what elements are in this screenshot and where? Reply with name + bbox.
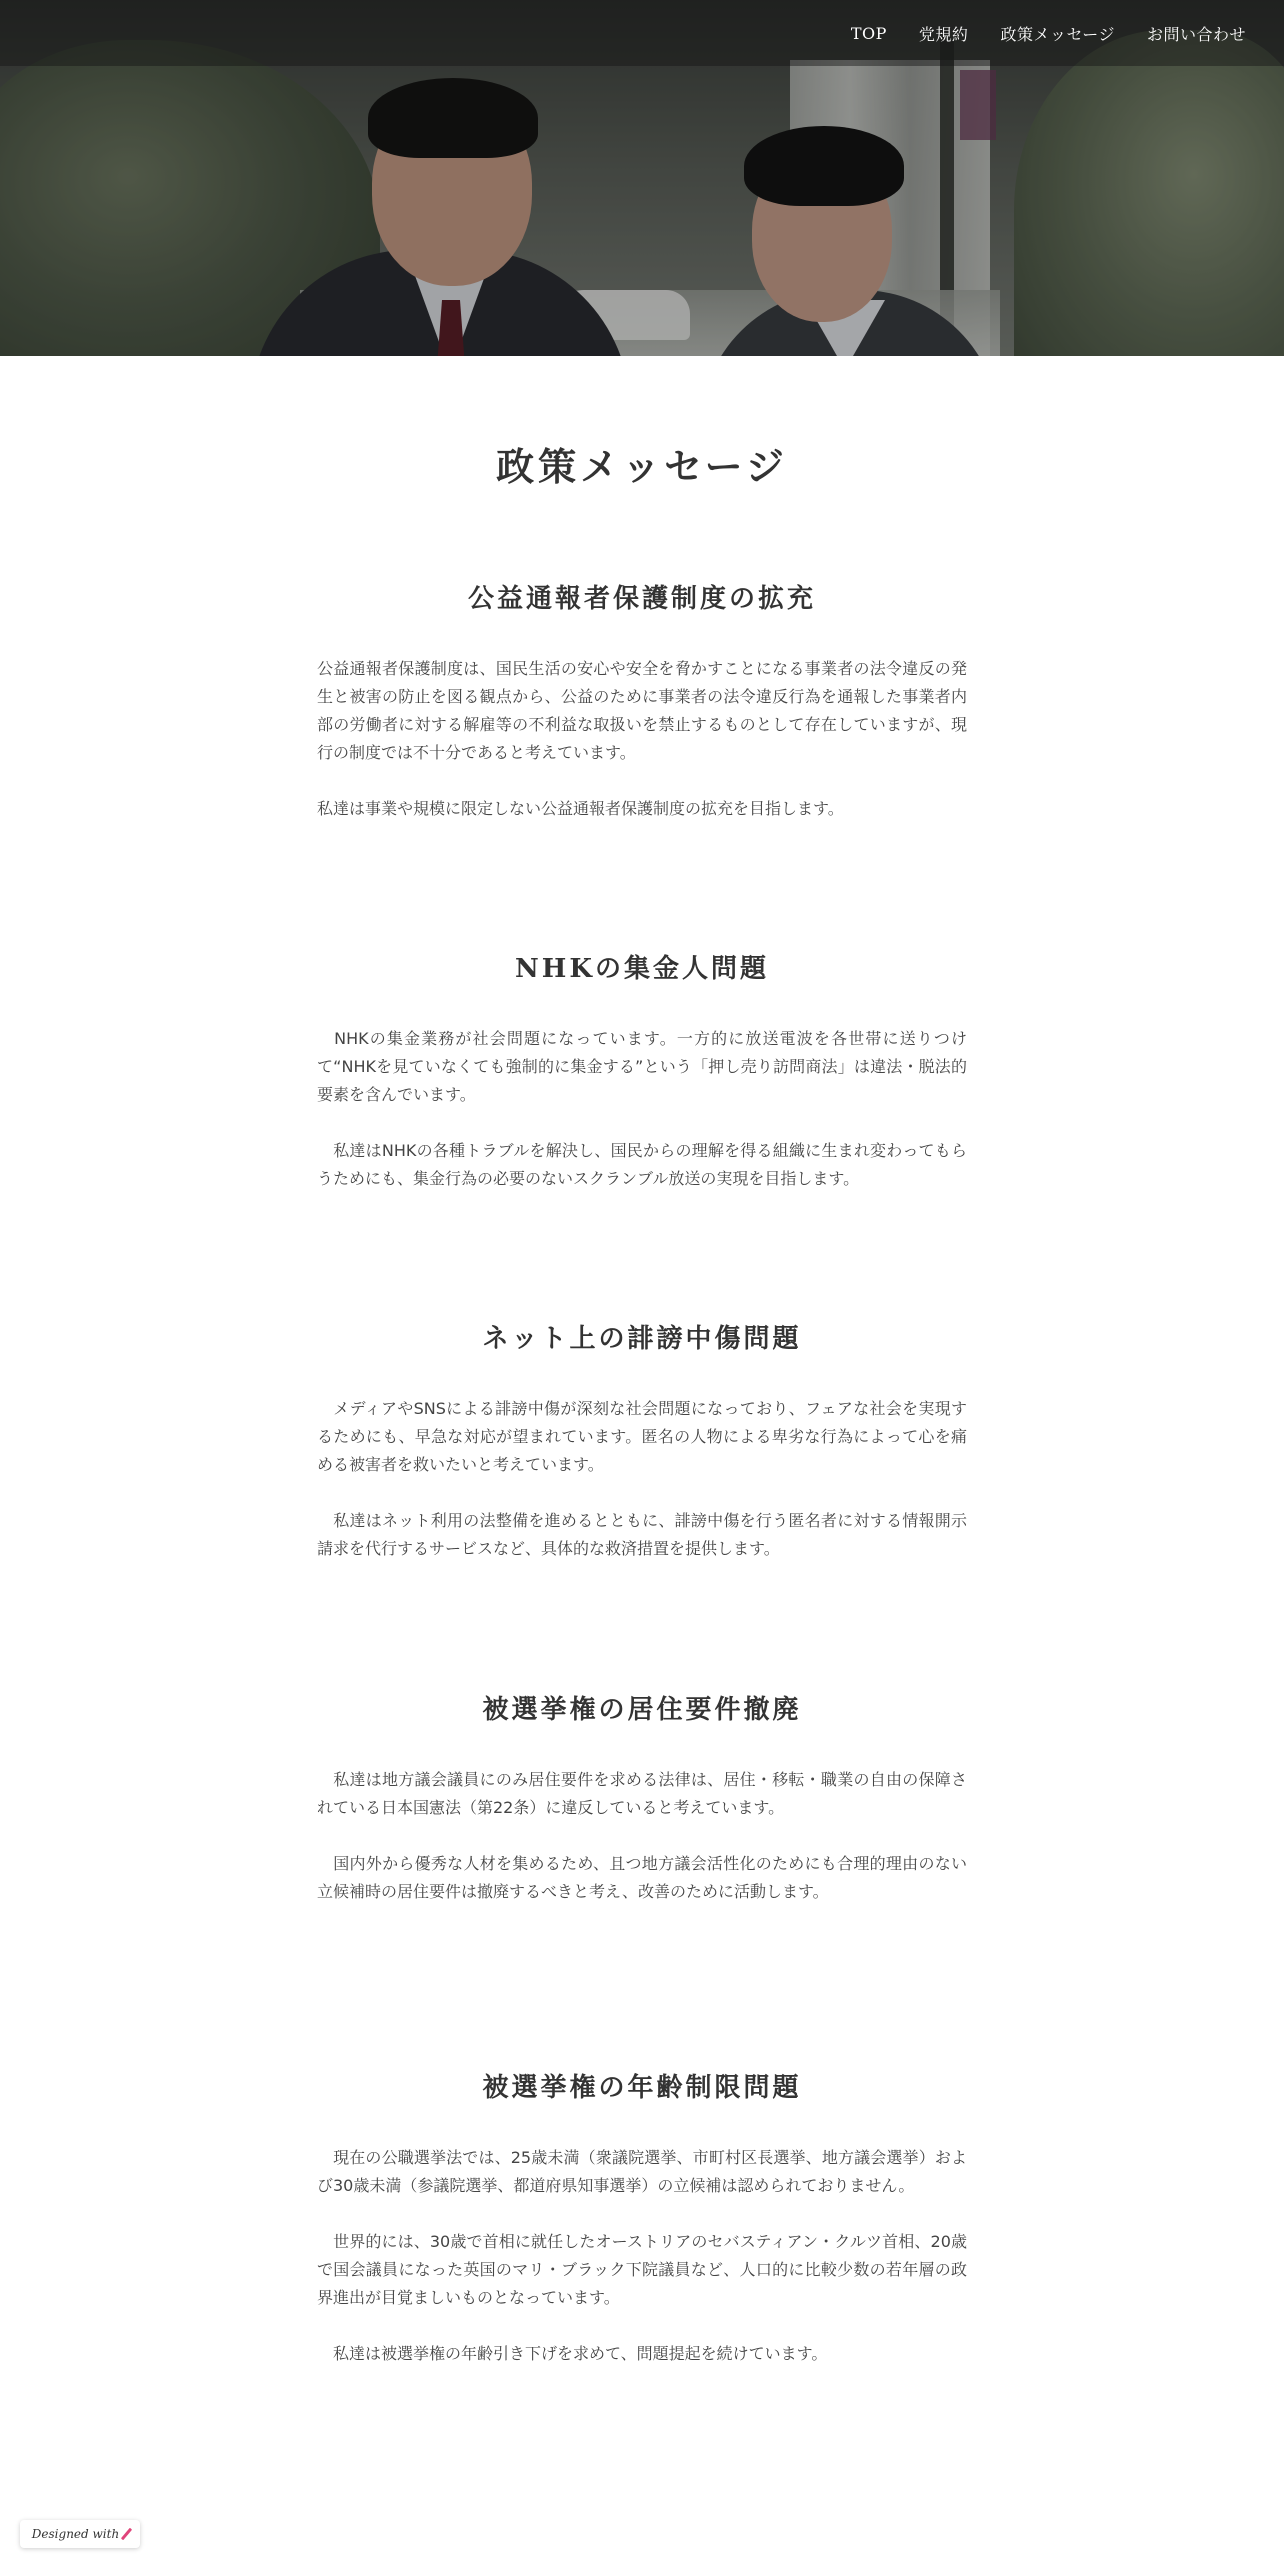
section-paragraph: 現在の公職選挙法では、25歳未満（衆議院選挙、市町村区長選挙、地方議会選挙）および30歳未満（参議院選挙、都道府県知事選挙）の立候補は認められておりません。 <box>317 2148 967 2195</box>
section-paragraph: メディアやSNSによる誹謗中傷が深刻な社会問題になっており、フェアな社会を実現するためにも、早急な対応が望まれています。匿名の人物による卑劣な行為によって心を痛める被害者を救いたいと考えています。 <box>317 1399 967 1474</box>
section-heading: 公益通報者保護制度の拡充 <box>467 584 816 614</box>
pen-icon <box>121 2528 132 2541</box>
nav-item-party-rules[interactable]: 党規約 <box>918 24 969 44</box>
nav-item-policy-message[interactable]: 政策メッセージ <box>1000 24 1115 44</box>
section-heading: 被選挙権の居住要件撤廃 <box>482 1695 802 1725</box>
section-paragraph: 私達は地方議会議員にのみ居住要件を求める法律は、居住・移転・職業の自由の保障されている日本国憲法（第22条）に違反していると考えています。 <box>317 1770 967 1817</box>
section-paragraph: 私達は事業や規模に限定しない公益通報者保護制度の拡充を目指します。 <box>317 799 844 818</box>
section-paragraph: 国内外から優秀な人材を集めるため、且つ地方議会活性化のためにも合理的理由のない立候補時の居住要件は撤廃するべきと考え、改善のために活動します。 <box>317 1854 967 1901</box>
policy-section-whistleblower <box>317 578 967 823</box>
policy-section-age-limit <box>317 2067 967 2368</box>
policy-section-online-defamation <box>317 1318 967 1563</box>
nav-item-top[interactable]: TOP <box>850 23 887 43</box>
section-paragraph: 私達は被選挙権の年齢引き下げを求めて、問題提起を続けています。 <box>317 2344 828 2363</box>
section-paragraph: NHKの集金業務が社会問題になっています。一方的に放送電波を各世帯に送りつけて“NHKを見ていなくても強制的に集金する”という「押し売り訪問商法」は違法・脱法的要素を含んでいます。 <box>317 1029 967 1104</box>
designed-with-badge[interactable] <box>20 2520 140 2548</box>
designed-with-label: Designed with <box>31 2527 120 2541</box>
section-paragraph: 私達はNHKの各種トラブルを解決し、国民からの理解を得る組織に生まれ変わってもらうためにも、集金行為の必要のないスクランブル放送の実現を目指します。 <box>317 1141 967 1188</box>
section-paragraph: 私達はネット利用の法整備を進めるとともに、誹謗中傷を行う匿名者に対する情報開示請求を代行するサービスなど、具体的な救済措置を提供します。 <box>317 1511 967 1558</box>
section-heading: NHKの集金人問題 <box>515 954 769 984</box>
page-title: 政策メッセージ <box>496 444 788 489</box>
section-paragraph: 世界的には、30歳で首相に就任したオーストリアのセバスティアン・クルツ首相、20歳で国会議員になった英国のマリ・ブラック下院議員など、人口的に比較少数の若年層の政界進出が目覚ましいものとなっています。 <box>317 2232 967 2307</box>
nav-item-contact[interactable]: お問い合わせ <box>1146 24 1246 44</box>
section-paragraph: 公益通報者保護制度は、国民生活の安心や安全を脅かすことになる事業者の法令違反の発生と被害の防止を図る観点から、公益のために事業者の法令違反行為を通報した事業者内部の労働者に対する解雇等の不利益な取扱いを禁止するものとして存在していますが、現行の制度では不十分であると考えています。 <box>317 659 967 762</box>
top-navbar <box>0 0 1284 66</box>
section-heading: ネット上の誹謗中傷問題 <box>482 1324 802 1354</box>
policy-section-residency-requirement <box>317 1689 967 1906</box>
policy-section-nhk <box>317 948 967 1193</box>
section-heading: 被選挙権の年齢制限問題 <box>482 2073 802 2103</box>
